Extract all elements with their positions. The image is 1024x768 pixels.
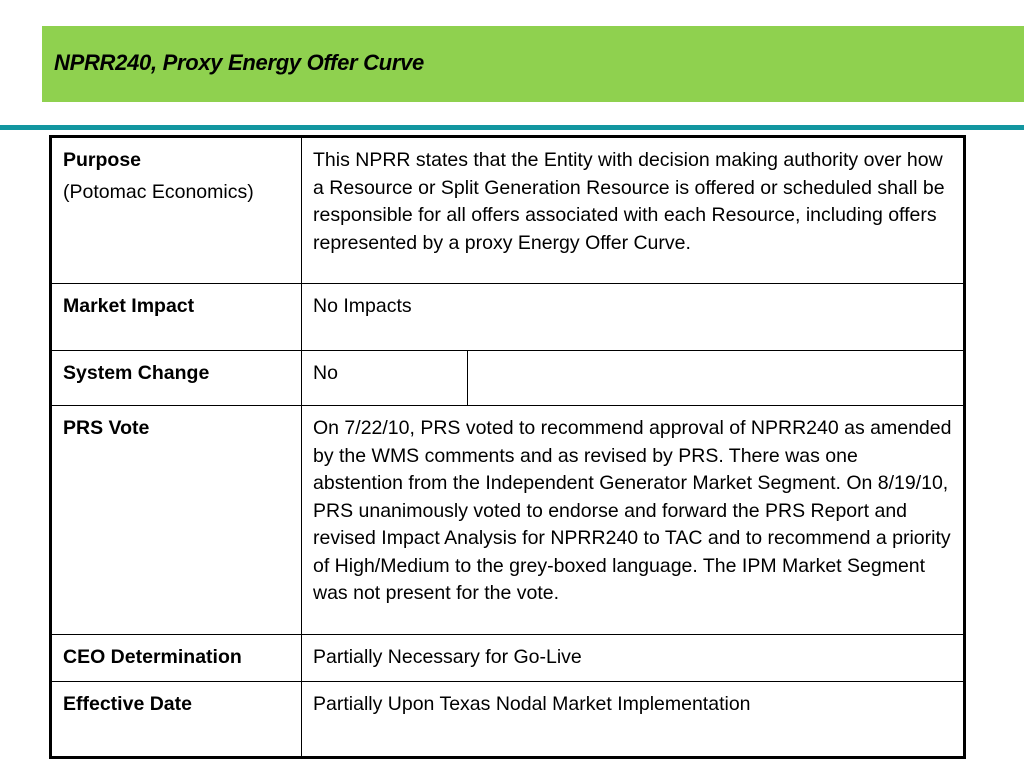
row-sublabel: (Potomac Economics) [63, 180, 254, 203]
table-row-system-change [51, 351, 965, 406]
row-label-cell [51, 635, 302, 682]
table-row-purpose [51, 137, 965, 284]
table-row-effective-date [51, 682, 965, 758]
row-label: System Change [63, 362, 210, 384]
nprr-summary-table [49, 135, 966, 759]
row-label: CEO Determination [63, 646, 242, 668]
row-label-cell [51, 682, 302, 758]
row-label: Market Impact [63, 295, 195, 317]
row-label: PRS Vote [63, 417, 150, 439]
slide-title: NPRR240, Proxy Energy Offer Curve [54, 50, 424, 75]
row-label-cell [51, 284, 302, 351]
row-value: This NPRR states that the Entity with decision making authority over how a Resource or Split Generation Resource is offered or scheduled shall be responsible for all offers associated with each Resource, including offers represented by a proxy Energy Offer Curve. [313, 149, 945, 254]
row-value-cell [302, 682, 965, 758]
row-label: Purpose [63, 149, 142, 171]
accent-rule [0, 125, 1024, 130]
row-value: No [313, 362, 338, 384]
row-value-cell [302, 351, 468, 406]
row-label-cell [51, 351, 302, 406]
row-value: On 7/22/10, PRS voted to recommend approval of NPRR240 as amended by the WMS comments and as revised by PRS. There was one abstention from the Independent Generator Market Segment. On 8/19/10, PRS unanimously voted to endorse and forward the PRS Report and revised Impact Analysis for NPRR240 to TAC and to recommend a priority of High/Medium to the grey-boxed language. The IPM Market Segment was not present for the vote. [313, 417, 952, 604]
title-band [42, 26, 1024, 102]
empty-cell [468, 351, 965, 406]
row-value-cell [302, 635, 965, 682]
table-row-ceo-determination [51, 635, 965, 682]
row-value-cell [302, 406, 965, 635]
row-value-cell [302, 137, 965, 284]
table-row-market-impact [51, 284, 965, 351]
row-value-cell [302, 284, 965, 351]
row-value: Partially Necessary for Go-Live [313, 646, 582, 668]
row-label-cell [51, 137, 302, 284]
table-row-prs-vote [51, 406, 965, 635]
row-label-cell [51, 406, 302, 635]
row-value: No Impacts [313, 295, 412, 317]
row-value: Partially Upon Texas Nodal Market Implementation [313, 693, 751, 715]
row-label: Effective Date [63, 693, 192, 715]
